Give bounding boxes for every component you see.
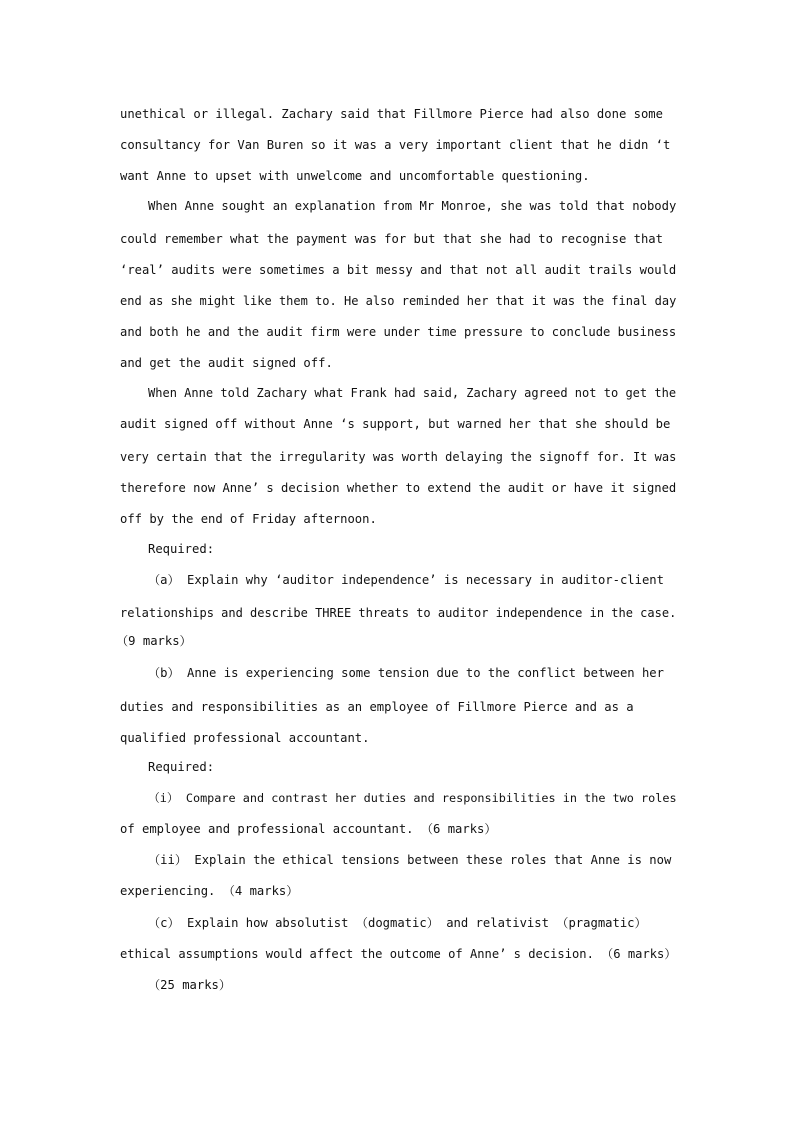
body-text-line: ‘real’ audits were sometimes a bit messy and that not all audit trails would (120, 263, 677, 277)
body-text-line: experiencing. （4 marks） (120, 884, 299, 898)
body-text-line: consultancy for Van Buren so it was a very important client that he didn ‘t (120, 138, 671, 152)
total-marks: （25 marks） (148, 978, 232, 992)
body-text-line: therefore now Anne’ s decision whether to extend the audit or have it signed (120, 481, 677, 495)
question-b-ii: （ii） Explain the ethical tensions between these roles that Anne is now (148, 853, 672, 867)
question-c: （c） Explain how absolutist （dogmatic） and relativist （pragmatic） (148, 916, 647, 930)
body-text-line: very certain that the irregularity was worth delaying the signoff for. It was (120, 450, 677, 464)
body-text-line: relationships and describe THREE threats to auditor independence in the case. (120, 606, 677, 620)
required-heading: Required: (148, 542, 215, 556)
body-text-line: ethical assumptions would affect the outcome of Anne’ s decision. （6 marks） (120, 947, 677, 961)
body-text-line: audit signed off without Anne ‘s support, but warned her that she should be (120, 417, 671, 431)
body-text-line: could remember what the payment was for but that she had to recognise that (120, 232, 663, 246)
body-text-line: want Anne to upset with unwelcome and uncomfortable questioning. (120, 169, 590, 183)
body-text-line: and both he and the audit firm were under time pressure to conclude business (120, 325, 677, 339)
body-text-line: unethical or illegal. Zachary said that Fillmore Pierce had also done some (120, 107, 663, 121)
question-a: （a） Explain why ‘auditor independence’ is necessary in auditor-client (148, 573, 664, 587)
question-b: （b） Anne is experiencing some tension due to the conflict between her (148, 666, 664, 680)
body-text-line: off by the end of Friday afternoon. (120, 512, 377, 526)
body-text-line: and get the audit signed off. (120, 356, 333, 370)
body-text-line: When Anne sought an explanation from Mr Monroe, she was told that nobody (148, 199, 677, 213)
body-text-line: qualified professional accountant. (120, 731, 370, 745)
body-text-line: end as she might like them to. He also reminded her that it was the final day (120, 294, 677, 308)
body-text-line: duties and responsibilities as an employee of Fillmore Pierce and as a (120, 700, 634, 714)
body-text-line: When Anne told Zachary what Frank had said, Zachary agreed not to get the (148, 386, 677, 400)
body-text-line: of employee and professional accountant. （6 marks） (120, 822, 497, 836)
required-heading: Required: (148, 760, 215, 774)
marks-label: （9 marks） (116, 634, 192, 648)
question-b-i: （i） Compare and contrast her duties and responsibilities in the two roles (148, 791, 677, 805)
